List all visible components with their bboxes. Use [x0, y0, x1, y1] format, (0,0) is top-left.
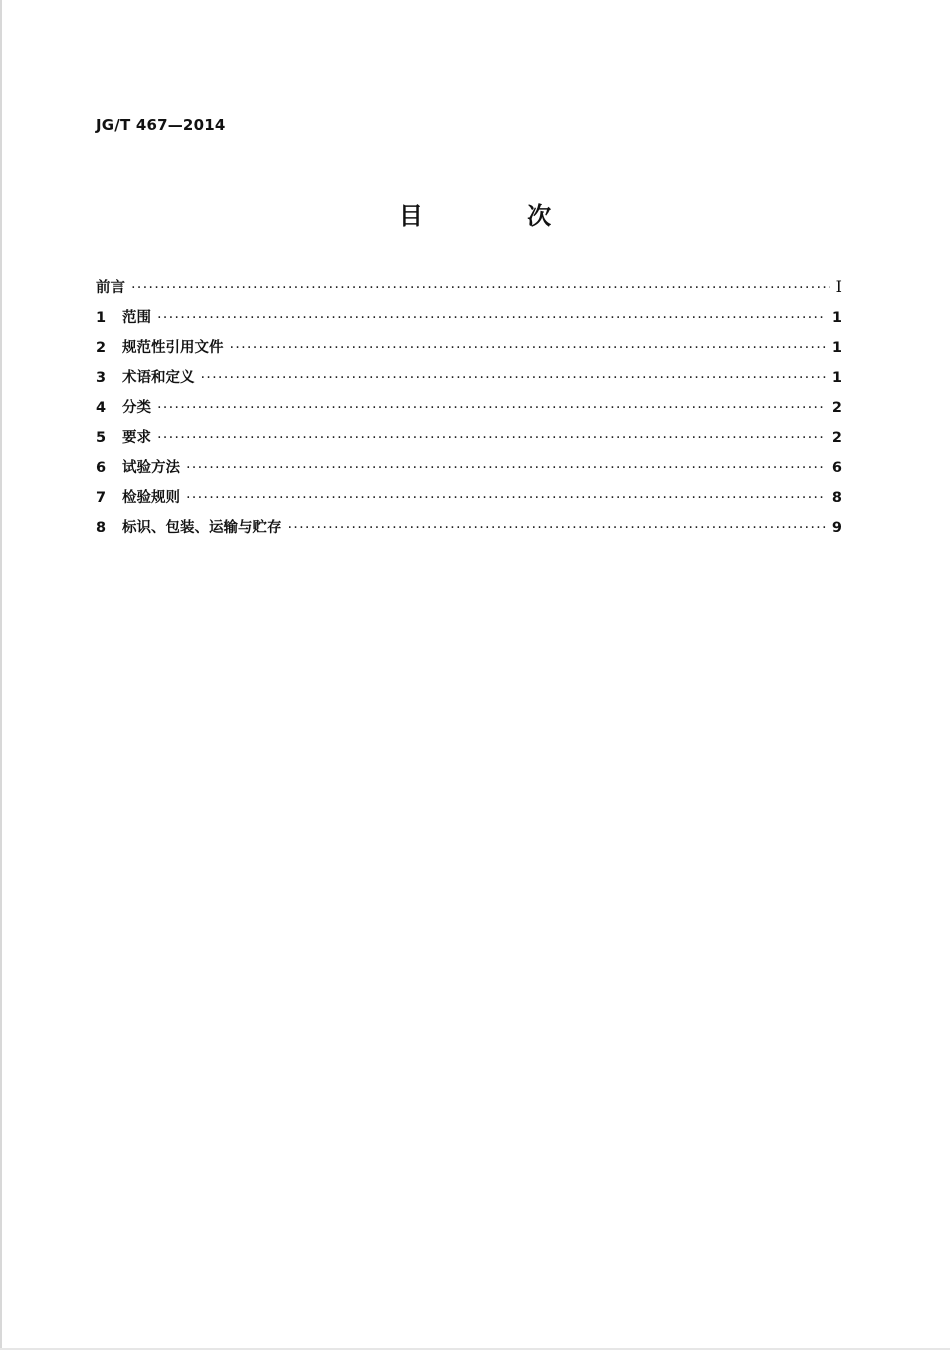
toc-entry-label: 试验方法 — [122, 460, 180, 476]
toc-entry-requirements[interactable] — [96, 426, 842, 456]
toc-entry-foreword[interactable] — [96, 276, 842, 306]
toc-entry-normative-references[interactable] — [96, 336, 842, 366]
toc-entry-page: 1 — [831, 340, 842, 356]
toc-leader-dots — [131, 280, 830, 296]
toc-entry-test-methods[interactable] — [96, 456, 842, 486]
toc-entry-marking-packaging-transport-storage[interactable] — [96, 516, 842, 546]
toc-entry-number: 2 — [96, 340, 107, 356]
toc-leader-dots — [157, 310, 826, 326]
toc-entry-label: 范围 — [122, 310, 151, 326]
toc-entry-number: 4 — [96, 400, 107, 416]
toc-entry-page: 8 — [831, 490, 842, 506]
toc-entry-terms-definitions[interactable] — [96, 366, 842, 396]
toc-leader-dots — [157, 400, 826, 416]
toc-leader-dots — [288, 520, 826, 536]
toc-entry-page: 6 — [831, 460, 842, 476]
toc-entry-number: 8 — [96, 520, 107, 536]
document-code: JG/T 467—2014 — [96, 116, 226, 134]
toc-title: 目 次 — [398, 202, 600, 230]
toc-entry-page: 1 — [831, 310, 842, 326]
toc-entry-number: 3 — [96, 370, 107, 386]
toc-entry-label: 要求 — [122, 430, 151, 446]
toc-entry-number: 6 — [96, 460, 107, 476]
toc-entry-inspection-rules[interactable] — [96, 486, 842, 516]
toc-entry-page: 2 — [831, 430, 842, 446]
toc-entry-number: 7 — [96, 490, 107, 506]
toc-entry-label: 规范性引用文件 — [122, 340, 224, 356]
table-of-contents — [96, 276, 842, 546]
toc-entry-page: Ⅰ — [835, 277, 842, 296]
toc-entry-classification[interactable] — [96, 396, 842, 426]
toc-entry-number: 5 — [96, 430, 107, 446]
toc-leader-dots — [157, 430, 826, 446]
toc-entry-label: 分类 — [122, 400, 151, 416]
toc-entry-page: 2 — [831, 400, 842, 416]
toc-entry-scope[interactable] — [96, 306, 842, 336]
toc-entry-label: 检验规则 — [122, 490, 180, 506]
toc-leader-dots — [186, 490, 826, 506]
toc-entry-label: 标识、包装、运输与贮存 — [122, 520, 282, 536]
toc-leader-dots — [230, 340, 826, 356]
toc-entry-number: 1 — [96, 310, 107, 326]
toc-entry-label: 术语和定义 — [122, 370, 195, 386]
toc-leader-dots — [201, 370, 826, 386]
toc-leader-dots — [186, 460, 826, 476]
toc-entry-page: 1 — [831, 370, 842, 386]
toc-entry-page: 9 — [831, 520, 842, 536]
toc-entry-label: 前言 — [96, 280, 125, 296]
